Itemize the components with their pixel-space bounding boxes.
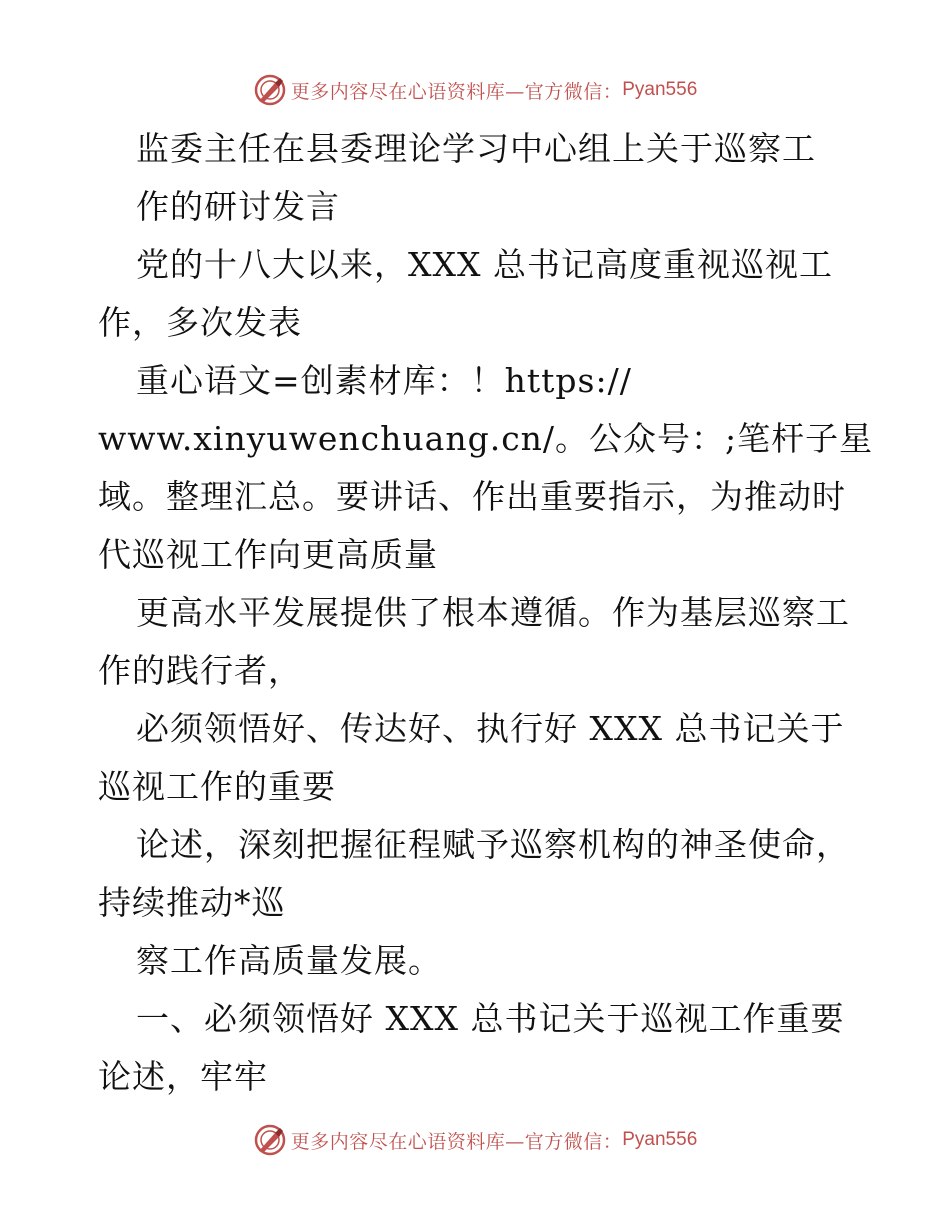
text-line: 持续推动*巡 [98, 883, 286, 922]
footer-banner [0, 1120, 950, 1160]
text-line: 作的研讨发言 [136, 187, 340, 226]
text-line: 察工作高质量发展。 [136, 941, 442, 980]
banner-wechat-id: Pyan556 [622, 1129, 698, 1150]
text-line: 域。整理汇总。要讲话、作出重要指示，为推动时 [98, 477, 846, 516]
pen-logo-icon [253, 1123, 287, 1157]
text-line: 巡视工作的重要 [98, 767, 336, 806]
document-body [98, 120, 874, 1106]
text-line: 更高水平发展提供了根本遵循。作为基层巡察工 [136, 593, 850, 632]
text-line: 代巡视工作向更高质量 [98, 535, 438, 574]
text-line: 作的践行者， [98, 651, 302, 690]
banner-text: 更多内容尽在心语资料库—官方微信： [290, 80, 623, 103]
text-line: 论述，牢牢 [98, 1057, 268, 1096]
header-banner [0, 70, 950, 110]
text-line: 重心语文=创素材库：！https:// [136, 361, 632, 400]
text-line: 监委主任在县委理论学习中心组上关于巡察工 [136, 129, 816, 168]
text-line: 作，多次发表 [98, 303, 302, 342]
text-line: 论述，深刻把握征程赋予巡察机构的神圣使命， [136, 825, 850, 864]
text-line: 一、必须领悟好 XXX 总书记关于巡视工作重要 [136, 999, 845, 1038]
banner-text: 更多内容尽在心语资料库—官方微信： [290, 1130, 623, 1153]
banner-wechat-id: Pyan556 [622, 79, 698, 100]
text-line: 党的十八大以来，XXX 总书记高度重视巡视工 [136, 245, 833, 284]
text-line: www.xinyuwenchuang.cn/。公众号：;笔杆子星 [98, 419, 874, 458]
text-line: 必须领悟好、传达好、执行好 XXX 总书记关于 [136, 709, 845, 748]
pen-logo-icon [253, 73, 287, 107]
